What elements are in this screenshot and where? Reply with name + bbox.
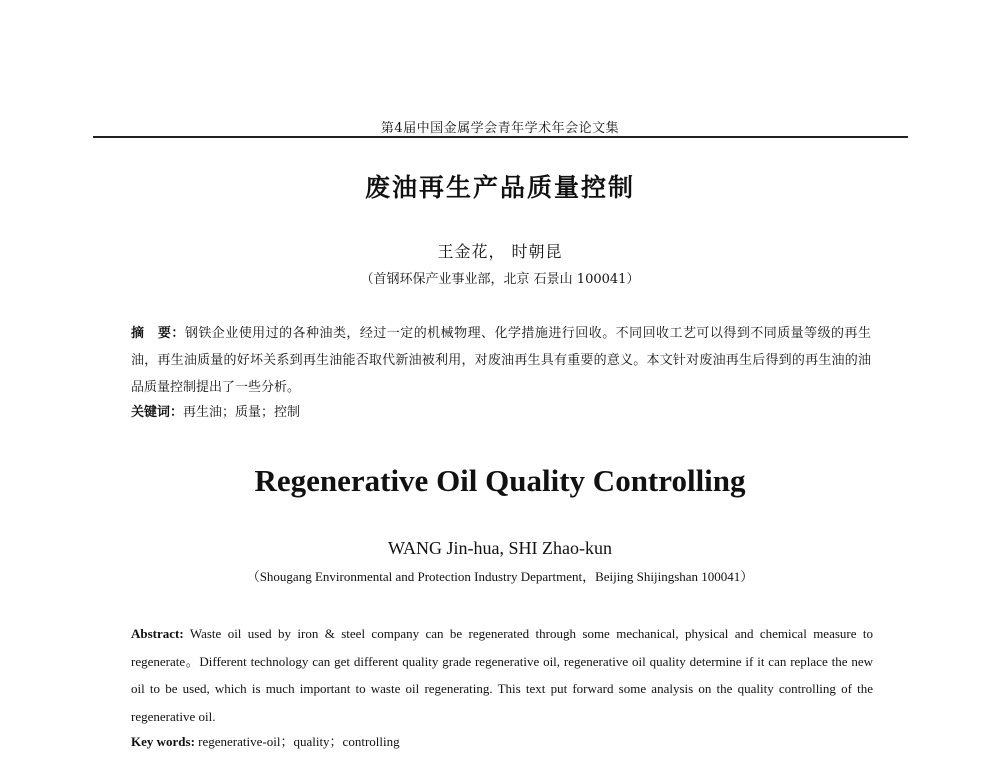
en-abstract-text: Waste oil used by iron & steel company can be regenerated through some mechanical, physical and chemical measure to regenerate。Different technology can get different quality grade regenerative oil, regenerative oil quality determine if it can replace the new oil to be used, which is much important to waste oil regenerating. This text put forward some analysis on the quality controlling of the regenerative oil. [131,626,874,724]
cn-keywords-label: 关键词： [131,405,184,420]
cn-authors: 王金花， 时朝昆 [437,242,563,261]
cn-paper-title: 废油再生产品质量控制 [364,173,635,202]
en-keywords-text: regenerative-oil；quality；controlling [198,734,400,749]
en-authors: WANG Jin-hua, SHI Zhao-kun [388,538,612,558]
en-keywords-label: Key words: [131,734,195,749]
cn-keywords [131,401,871,420]
cn-abstract [131,320,871,401]
running-header: 第4届中国金属学会青年学术年会论文集 [380,121,620,136]
cn-keywords-text: 再生油；质量；控制 [183,405,301,420]
en-affiliation: （Shougang Environmental and Protection Industry Department，Beijing Shijingshan 100041） [246,569,754,584]
cn-abstract-text: 钢铁企业使用过的各种油类，经过一定的机械物理、化学措施进行回收。不同回收工艺可以得到不同质量等级的再生油，再生油质量的好坏关系到再生油能否取代新油被利用，对废油再生具有重要的意义。本文针对废油再生后得到的再生油的油品质量控制提出了一些分析。 [131,326,871,395]
en-keywords [131,731,873,750]
en-abstract [131,620,873,730]
en-abstract-label: Abstract: [131,626,184,641]
header-rule [93,136,908,138]
cn-abstract-label: 摘 要： [131,326,185,341]
en-paper-title: Regenerative Oil Quality Controlling [254,463,746,498]
cn-affiliation: （首钢环保产业事业部，北京 石景山 100041） [360,272,640,287]
